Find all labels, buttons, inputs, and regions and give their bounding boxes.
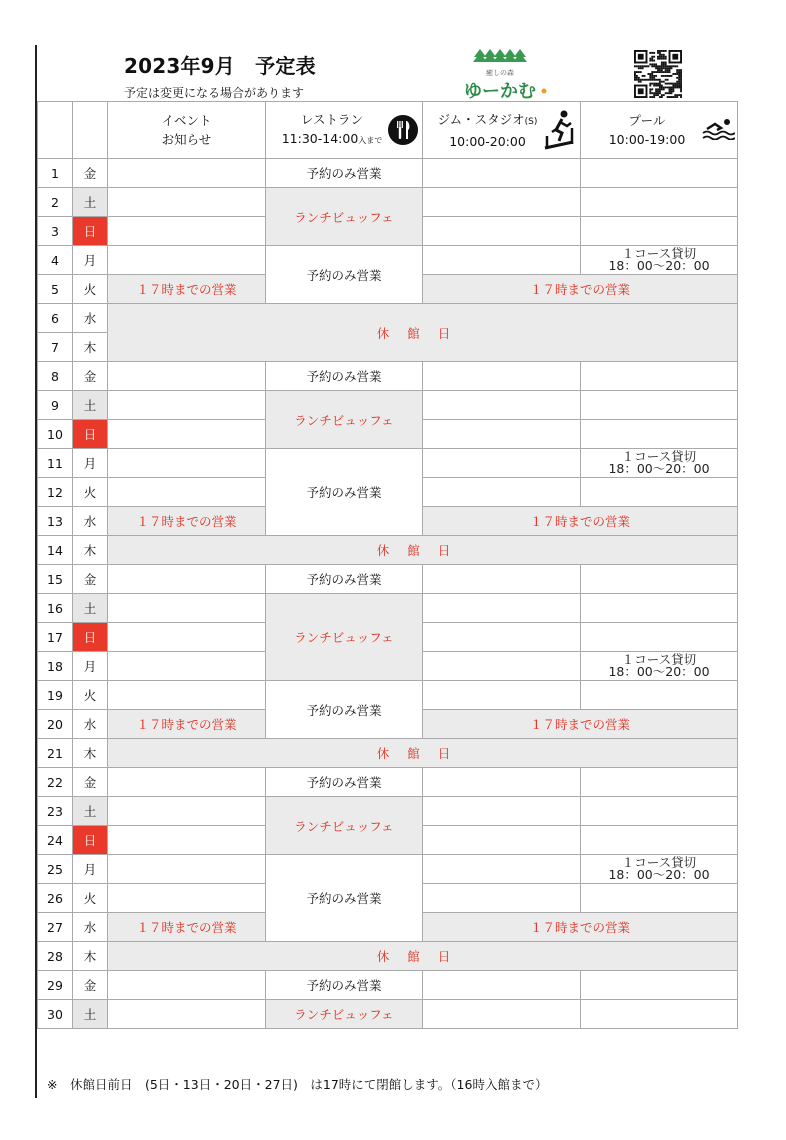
header-restaurant: [266, 102, 423, 159]
day-number: 11: [38, 449, 73, 478]
header-pool-hours: 10:00-19:00: [608, 132, 686, 147]
pool-rental-label: １コース貸切: [621, 855, 697, 870]
empty-cell: [581, 420, 738, 449]
day-number: 27: [38, 913, 73, 942]
day-number: 9: [38, 391, 73, 420]
day-number: 12: [38, 478, 73, 507]
empty-cell: [581, 217, 738, 246]
empty-cell: [423, 1000, 581, 1029]
day-number: 16: [38, 594, 73, 623]
day-number: 28: [38, 942, 73, 971]
treadmill-icon: [542, 108, 576, 152]
day-number: 7: [38, 333, 73, 362]
day-of-week: 水: [73, 507, 108, 536]
pool-course-rental: [581, 855, 738, 884]
empty-cell: [581, 362, 738, 391]
empty-cell: [581, 826, 738, 855]
empty-cell: [108, 246, 266, 275]
day-of-week: 土: [73, 1000, 108, 1029]
day-number: 19: [38, 681, 73, 710]
day-number: 30: [38, 1000, 73, 1029]
closed-day: 休館日: [108, 304, 738, 362]
day-of-week: 日: [73, 623, 108, 652]
day-of-week: 日: [73, 420, 108, 449]
day-row: [38, 159, 738, 188]
closed-day: 休館日: [108, 739, 738, 768]
day-number: 25: [38, 855, 73, 884]
day-number: 5: [38, 275, 73, 304]
day-of-week: 月: [73, 246, 108, 275]
empty-cell: [108, 623, 266, 652]
day-number: 1: [38, 159, 73, 188]
day-number: 17: [38, 623, 73, 652]
day-of-week: 月: [73, 652, 108, 681]
day-number: 21: [38, 739, 73, 768]
header-dow: [73, 102, 108, 159]
restaurant-reservation-only: 予約のみ営業: [266, 565, 423, 594]
day-of-week: 日: [73, 217, 108, 246]
day-of-week: 木: [73, 739, 108, 768]
event-until-17: １７時までの営業: [108, 507, 266, 536]
event-until-17: １７時までの営業: [108, 710, 266, 739]
pool-rental-time: 18：00〜20：00: [608, 867, 710, 882]
day-row: [38, 681, 738, 710]
empty-cell: [581, 681, 738, 710]
header-gym-hours: 10:00-20:00: [449, 133, 526, 149]
restaurant-lunch-buffet: ランチビュッフェ: [266, 594, 423, 681]
header-pool: [581, 102, 738, 159]
day-row: [38, 855, 738, 884]
day-of-week: 土: [73, 797, 108, 826]
day-row: [38, 304, 738, 333]
empty-cell: [581, 971, 738, 1000]
pool-rental-label: １コース貸切: [621, 449, 697, 464]
gym-pool-until-17: １７時までの営業: [423, 710, 738, 739]
day-of-week: 水: [73, 304, 108, 333]
empty-cell: [108, 478, 266, 507]
event-until-17: １７時までの営業: [108, 913, 266, 942]
swimmer-icon: [701, 118, 735, 140]
day-number: 10: [38, 420, 73, 449]
day-of-week: 金: [73, 565, 108, 594]
day-number: 20: [38, 710, 73, 739]
schedule-body: [38, 159, 738, 1029]
header-pool-line1: プール: [628, 113, 666, 128]
day-number: 26: [38, 884, 73, 913]
header-restaurant-hours: 11:30-14:00: [281, 131, 359, 146]
restaurant-reservation-only: 予約のみ営業: [266, 246, 423, 304]
day-number: 2: [38, 188, 73, 217]
empty-cell: [581, 768, 738, 797]
day-row: [38, 565, 738, 594]
empty-cell: [108, 652, 266, 681]
day-of-week: 月: [73, 855, 108, 884]
day-number: 4: [38, 246, 73, 275]
day-of-week: 土: [73, 391, 108, 420]
logo-main-text: ゆーかむ: [464, 81, 536, 101]
page-title: 2023年9月 予定表: [124, 54, 316, 78]
day-row: [38, 449, 738, 478]
empty-cell: [423, 826, 581, 855]
day-of-week: 月: [73, 449, 108, 478]
day-of-week: 木: [73, 942, 108, 971]
restaurant-reservation-only: 予約のみ営業: [266, 159, 423, 188]
empty-cell: [108, 217, 266, 246]
day-number: 18: [38, 652, 73, 681]
day-number: 23: [38, 797, 73, 826]
day-of-week: 水: [73, 710, 108, 739]
logo-small-text: 癒しの森: [486, 69, 514, 77]
empty-cell: [581, 797, 738, 826]
page-subtitle: 予定は変更になる場合があります: [124, 86, 305, 100]
day-row: [38, 971, 738, 1000]
header-restaurant-line1: レストラン: [300, 112, 364, 127]
day-number: 29: [38, 971, 73, 1000]
pool-rental-time: 18：00〜20：00: [608, 258, 710, 273]
restaurant-lunch-buffet: ランチビュッフェ: [266, 391, 423, 449]
day-number: 14: [38, 536, 73, 565]
restaurant-reservation-only: 予約のみ営業: [266, 768, 423, 797]
day-row: [38, 739, 738, 768]
qr-code[interactable]: [634, 50, 682, 98]
empty-cell: [108, 565, 266, 594]
restaurant-lunch-buffet: ランチビュッフェ: [266, 1000, 423, 1029]
empty-cell: [108, 768, 266, 797]
day-row: [38, 188, 738, 217]
day-of-week: 火: [73, 681, 108, 710]
empty-cell: [581, 1000, 738, 1029]
empty-cell: [108, 391, 266, 420]
empty-cell: [581, 188, 738, 217]
pool-course-rental: [581, 449, 738, 478]
empty-cell: [423, 971, 581, 1000]
empty-cell: [108, 971, 266, 1000]
empty-cell: [423, 884, 581, 913]
empty-cell: [423, 362, 581, 391]
restaurant-reservation-only: 予約のみ営業: [266, 971, 423, 1000]
pool-rental-label: １コース貸切: [621, 652, 697, 667]
empty-cell: [108, 159, 266, 188]
empty-cell: [581, 594, 738, 623]
empty-cell: [108, 681, 266, 710]
day-row: [38, 362, 738, 391]
day-row: [38, 797, 738, 826]
empty-cell: [108, 1000, 266, 1029]
pool-course-rental: [581, 246, 738, 275]
empty-cell: [423, 594, 581, 623]
empty-cell: [108, 797, 266, 826]
empty-cell: [581, 478, 738, 507]
schedule-table: [37, 101, 738, 1029]
header-day: [38, 102, 73, 159]
restaurant-reservation-only: 予約のみ営業: [266, 362, 423, 391]
empty-cell: [581, 623, 738, 652]
gym-pool-until-17: １７時までの営業: [423, 275, 738, 304]
empty-cell: [423, 478, 581, 507]
empty-cell: [108, 420, 266, 449]
yukamu-logo: [448, 47, 550, 101]
header-restaurant-hours-note: 入まで: [358, 136, 383, 145]
pool-rental-time: 18：00〜20：00: [608, 461, 710, 476]
empty-cell: [423, 449, 581, 478]
restaurant-lunch-buffet: ランチビュッフェ: [266, 797, 423, 855]
empty-cell: [581, 884, 738, 913]
empty-cell: [423, 420, 581, 449]
empty-cell: [423, 159, 581, 188]
day-row: [38, 942, 738, 971]
restaurant-lunch-buffet: ランチビュッフェ: [266, 188, 423, 246]
header-event-line1: イベント: [161, 113, 212, 128]
header-gym-line1: ジム・スタジオ: [437, 111, 525, 127]
empty-cell: [423, 855, 581, 884]
empty-cell: [108, 449, 266, 478]
empty-cell: [581, 159, 738, 188]
day-number: 13: [38, 507, 73, 536]
empty-cell: [108, 188, 266, 217]
pool-rental-time: 18：00〜20：00: [608, 664, 710, 679]
day-row: [38, 594, 738, 623]
day-row: [38, 768, 738, 797]
day-number: 15: [38, 565, 73, 594]
closed-day: 休館日: [108, 942, 738, 971]
day-of-week: 日: [73, 826, 108, 855]
empty-cell: [108, 826, 266, 855]
empty-cell: [423, 246, 581, 275]
empty-cell: [423, 391, 581, 420]
empty-cell: [423, 652, 581, 681]
empty-cell: [423, 681, 581, 710]
day-of-week: 火: [73, 478, 108, 507]
event-until-17: １７時までの営業: [108, 275, 266, 304]
gym-pool-until-17: １７時までの営業: [423, 913, 738, 942]
forest-trees-icon: [473, 49, 527, 62]
header-gym: [423, 102, 581, 159]
empty-cell: [423, 565, 581, 594]
day-number: 24: [38, 826, 73, 855]
restaurant-reservation-only: 予約のみ営業: [266, 681, 423, 739]
day-of-week: 火: [73, 275, 108, 304]
day-of-week: 金: [73, 362, 108, 391]
day-row: [38, 246, 738, 275]
day-number: 3: [38, 217, 73, 246]
day-of-week: 木: [73, 333, 108, 362]
empty-cell: [423, 623, 581, 652]
empty-cell: [108, 884, 266, 913]
day-number: 6: [38, 304, 73, 333]
empty-cell: [423, 188, 581, 217]
header-event-line2: お知らせ: [161, 132, 212, 147]
empty-cell: [108, 362, 266, 391]
day-of-week: 水: [73, 913, 108, 942]
empty-cell: [108, 855, 266, 884]
day-row: [38, 536, 738, 565]
day-of-week: 土: [73, 594, 108, 623]
restaurant-reservation-only: 予約のみ営業: [266, 449, 423, 536]
footnote: ※ 休館日前日 (5日・13日・20日・27日) は17時にて閉館します。（16時入館まで）: [47, 1077, 548, 1092]
pool-rental-label: １コース貸切: [621, 246, 697, 261]
empty-cell: [423, 768, 581, 797]
day-row: [38, 391, 738, 420]
pool-course-rental: [581, 652, 738, 681]
day-of-week: 木: [73, 536, 108, 565]
day-number: 8: [38, 362, 73, 391]
restaurant-reservation-only: 予約のみ営業: [266, 855, 423, 942]
day-of-week: 土: [73, 188, 108, 217]
header-gym-line1-note: (S): [524, 116, 538, 127]
day-row: [38, 1000, 738, 1029]
day-of-week: 金: [73, 159, 108, 188]
header-event: [108, 102, 266, 159]
empty-cell: [581, 565, 738, 594]
fork-knife-icon: [387, 114, 419, 146]
day-of-week: 金: [73, 971, 108, 1000]
header-row: [38, 102, 738, 159]
day-of-week: 火: [73, 884, 108, 913]
empty-cell: [581, 391, 738, 420]
day-of-week: 金: [73, 768, 108, 797]
empty-cell: [423, 797, 581, 826]
gym-pool-until-17: １７時までの営業: [423, 507, 738, 536]
closed-day: 休館日: [108, 536, 738, 565]
day-number: 22: [38, 768, 73, 797]
empty-cell: [108, 594, 266, 623]
empty-cell: [423, 217, 581, 246]
